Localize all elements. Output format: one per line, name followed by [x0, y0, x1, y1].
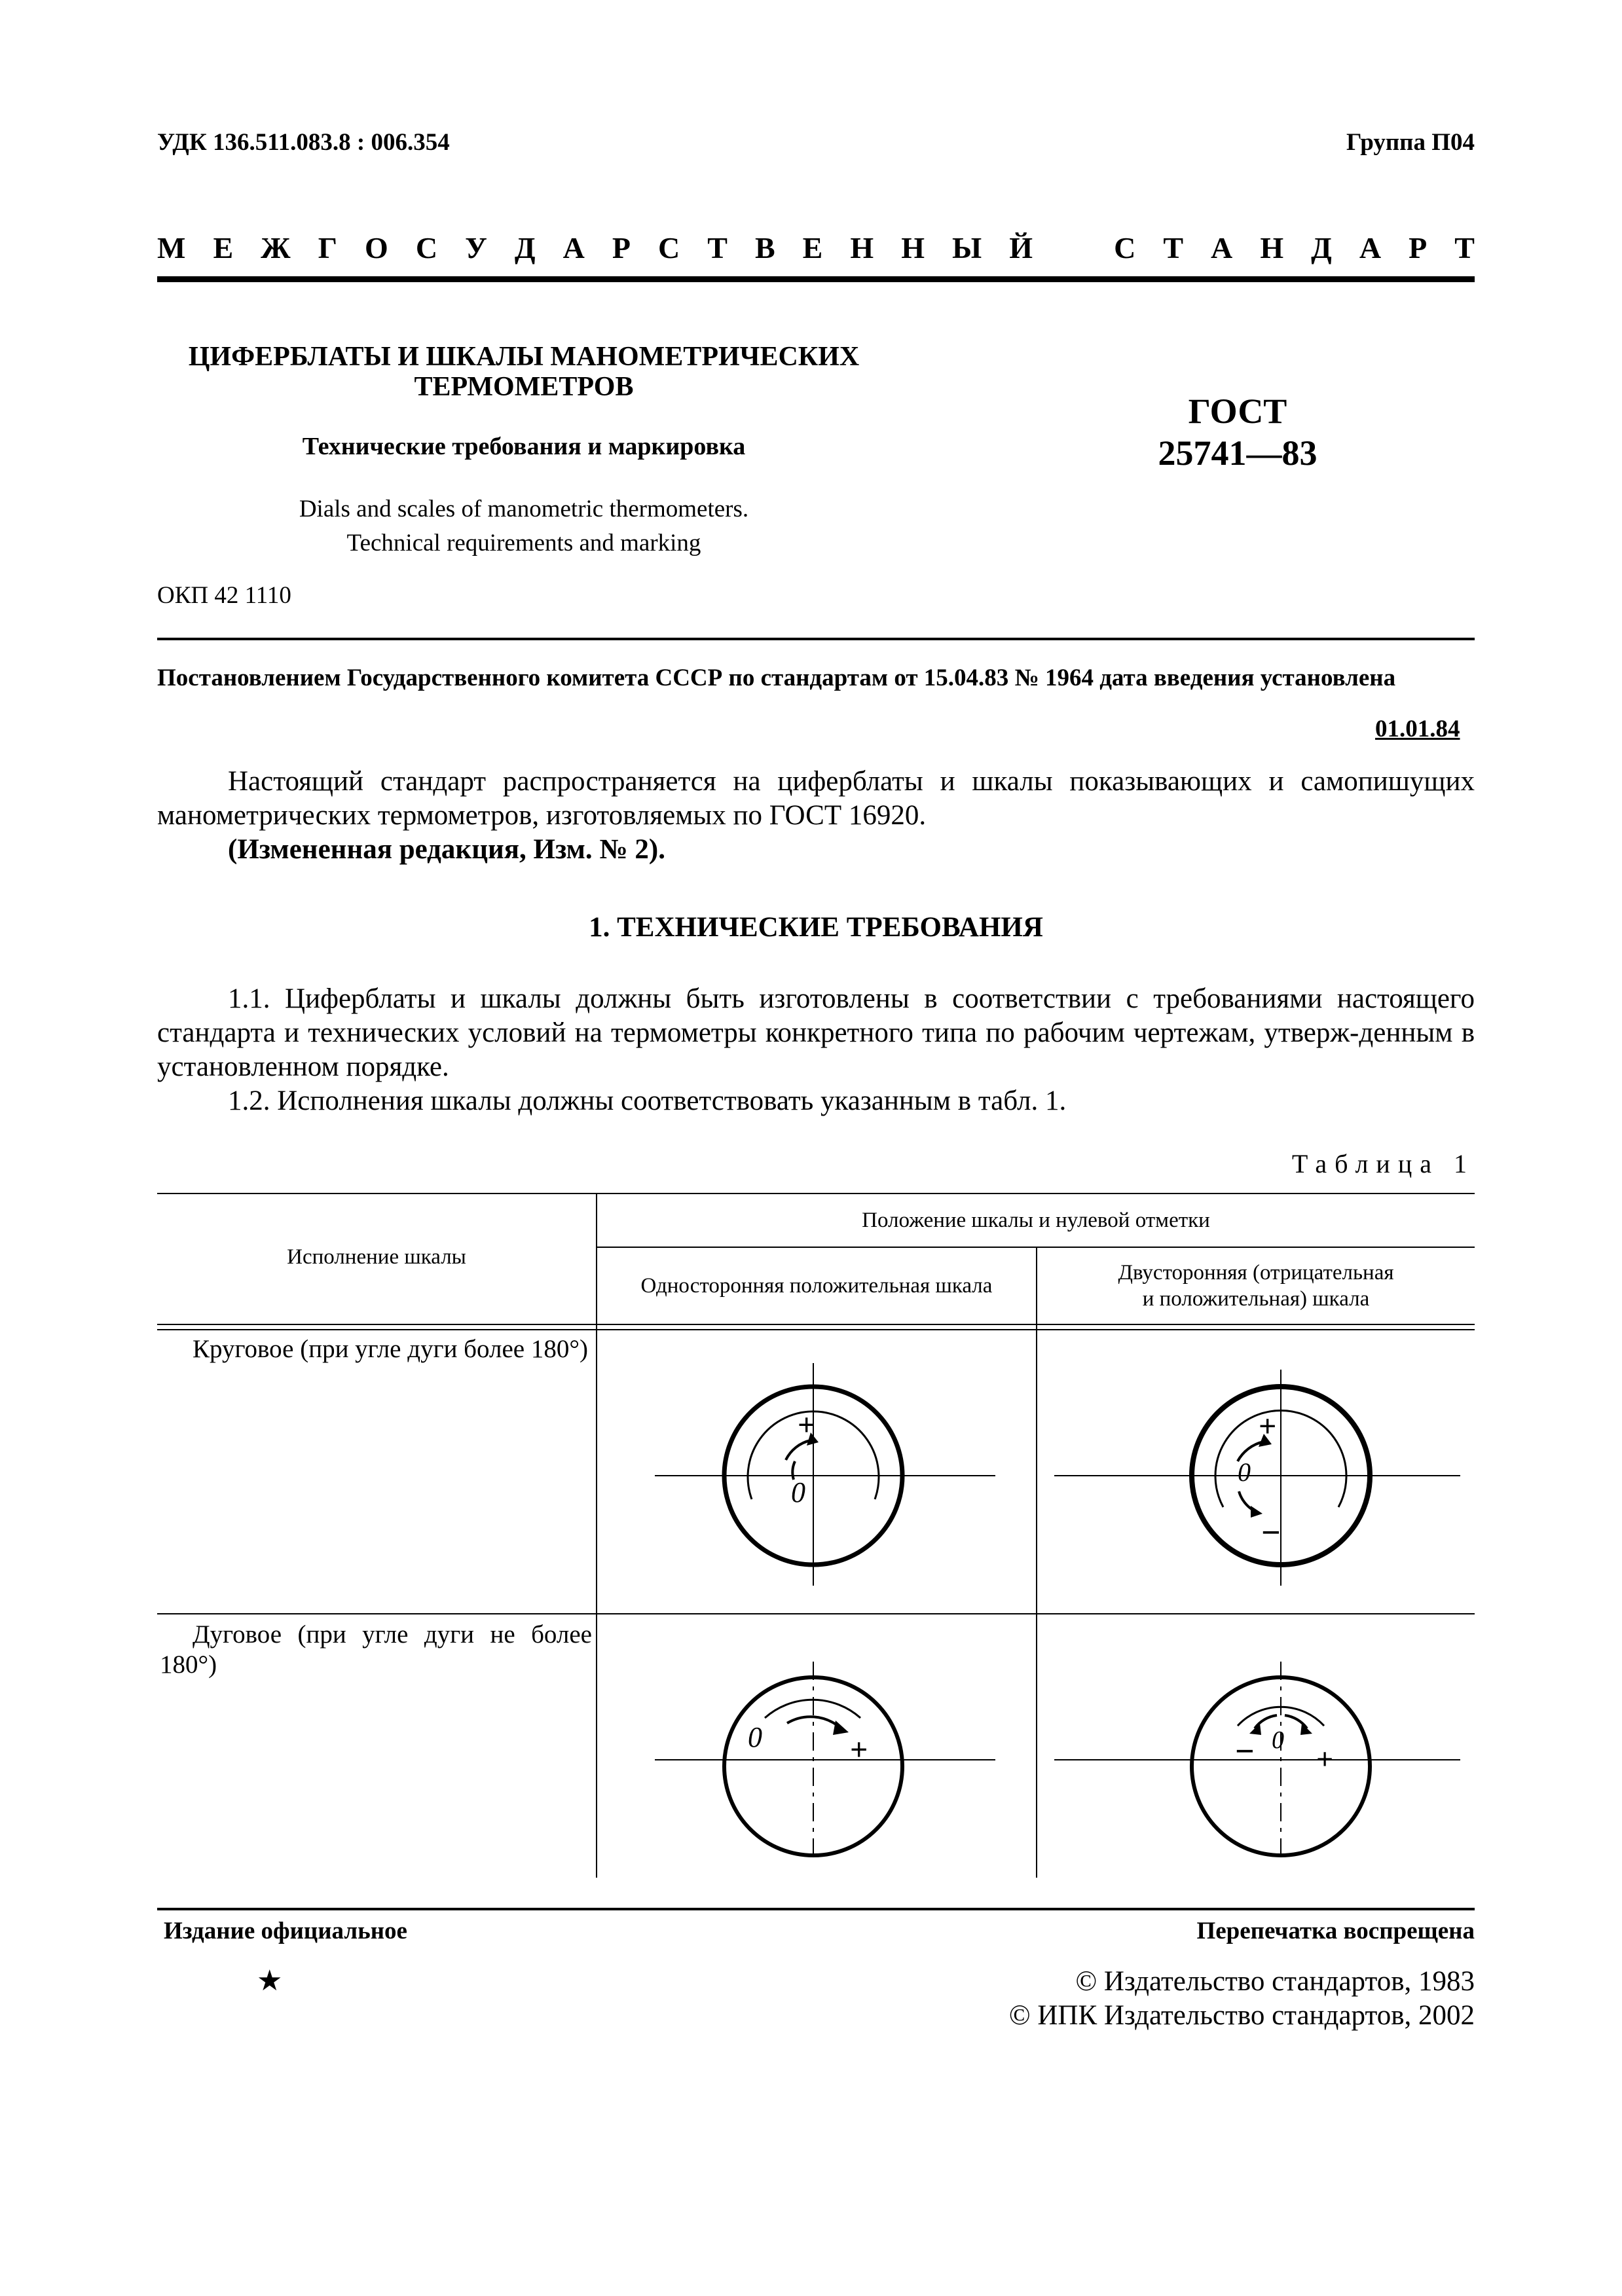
document-subtitle: Технические требования и маркировка [302, 433, 746, 460]
banner-letter: Ж [261, 231, 291, 264]
footer-rule [157, 1908, 1475, 1910]
title-rule [157, 638, 1475, 640]
plus-mark: + [798, 1408, 816, 1442]
zero-mark: 0 [748, 1721, 762, 1753]
gost-label: ГОСТ [1188, 392, 1287, 431]
header-scale-execution: Исполнение шкалы [287, 1245, 466, 1269]
table-col-divider-2 [1036, 1247, 1037, 1878]
clause-1-2: 1.2. Исполнения шкалы должны соответствовать указанным в табл. 1. [228, 1085, 1067, 1116]
english-title [183, 492, 864, 560]
decree-text: Постановлением Государственного комитета СССР по стандартам от 15.04.83 № 1964 дата введения установлена [157, 665, 1396, 691]
table-row-divider [157, 1613, 1475, 1614]
banner-letter: Е [213, 231, 234, 264]
document-title [183, 342, 864, 402]
gost-number: 25741—83 [1158, 433, 1318, 473]
zero-mark: 0 [791, 1476, 805, 1508]
okp-code: ОКП 42 1110 [157, 582, 291, 609]
official-edition: Издание официальное [164, 1918, 407, 1944]
header-two-sided [1037, 1260, 1475, 1312]
banner-letter: Р [612, 231, 631, 264]
banner-letter: Т [1454, 231, 1475, 264]
table-1 [157, 1193, 1475, 1878]
header-one-sided: Односторонняя положительная шкала [640, 1274, 993, 1298]
banner-letter: А [1211, 231, 1233, 264]
banner-letter: Д [1311, 231, 1332, 264]
plus-mark: + [1259, 1409, 1277, 1444]
banner-letter: Й [1009, 231, 1033, 264]
minus-mark: − [1235, 1733, 1255, 1770]
plus-mark: + [850, 1732, 868, 1767]
banner-letter: У [465, 231, 487, 264]
banner-letter: М [157, 231, 186, 264]
interstate-standard-banner [157, 230, 1475, 265]
banner-letter: В [754, 231, 775, 264]
figure-circular-two-sided [1054, 1363, 1460, 1586]
title-line-1: ЦИФЕРБЛАТЫ И ШКАЛЫ МАНОМЕТРИЧЕСКИХ [188, 342, 860, 372]
banner-letter: Н [901, 231, 925, 264]
row-label-circular: Круговое (при угле дуги более 180°) [193, 1335, 588, 1363]
banner-letter: Е [802, 231, 823, 264]
banner-letter: Т [707, 231, 728, 264]
header-scale-position: Положение шкалы и нулевой отметки [862, 1209, 1210, 1232]
copyright-2002: © ИПК Издательство стандартов, 2002 [1008, 2000, 1475, 2031]
clause-1-1: 1.1. Циферблаты и шкалы должны быть изготовлены в соответствии с требованиями настоящего стандарта и технических условий на термометры конкретного типа по рабочим чертежам, утверж-денным в установленном порядке. [157, 983, 1475, 1082]
udk-code: УДК 136.511.083.8 : 006.354 [157, 129, 450, 156]
table-group-divider [596, 1247, 1475, 1248]
banner-word-gap [1060, 230, 1086, 265]
banner-letter: Н [850, 231, 874, 264]
copyright-1983: © Издательство стандартов, 1983 [1075, 1966, 1475, 1997]
banner-letter: Т [1163, 231, 1184, 264]
header-rule [157, 276, 1475, 282]
banner-letter: Ы [952, 231, 982, 264]
intro-paragraph: Настоящий стандарт распространяется на циферблаты и шкалы показывающих и самопишущих манометрических термометров, изготовляемых по ГОСТ 16920. [157, 766, 1475, 831]
english-title-line-2: Technical requirements and marking [346, 530, 701, 556]
banner-letter: Р [1409, 231, 1428, 264]
banner-letter: А [562, 231, 585, 264]
row-label-arc: Дуговое (при угле дуги не более 180°) [160, 1620, 592, 1679]
banner-letter: С [657, 231, 680, 264]
title-line-2: ТЕРМОМЕТРОВ [414, 372, 634, 402]
reprint-prohibited: Перепечатка воспрещена [1196, 1918, 1475, 1944]
gost-designation [1113, 390, 1362, 474]
banner-letter: А [1359, 231, 1382, 264]
section-title: 1. ТЕХНИЧЕСКИЕ ТРЕБОВАНИЯ [589, 912, 1043, 943]
introduction-date: 01.01.84 [1375, 716, 1460, 742]
zero-mark: 0 [1238, 1457, 1251, 1487]
banner-letter: Д [514, 231, 536, 264]
table-top-border [157, 1193, 1475, 1194]
english-title-line-1: Dials and scales of manometric thermometers. [299, 496, 749, 522]
banner-letter: Г [318, 231, 337, 264]
table-header-bottom [157, 1324, 1475, 1325]
group-code: Группа П04 [1346, 129, 1475, 156]
header-two-sided-line-2: и положительная) шкала [1142, 1287, 1370, 1311]
banner-letter: С [415, 231, 438, 264]
plus-mark: + [1316, 1742, 1334, 1776]
figure-arc-one-sided [655, 1655, 995, 1865]
zero-mark: 0 [1272, 1726, 1284, 1754]
amendment-note: (Измененная редакция, Изм. № 2). [228, 834, 665, 865]
minus-mark: − [1261, 1514, 1281, 1552]
figure-circular-one-sided [655, 1363, 995, 1586]
banner-letter: Н [1260, 231, 1284, 264]
star-icon: ★ [257, 1965, 283, 1997]
banner-letter: О [365, 231, 388, 264]
table-header-bottom-2 [157, 1329, 1475, 1330]
figure-arc-two-sided [1054, 1655, 1460, 1865]
banner-letter: С [1114, 231, 1136, 264]
table-caption: Таблица 1 [1291, 1149, 1475, 1178]
header-two-sided-line-1: Двусторонняя (отрицательная [1118, 1261, 1394, 1285]
